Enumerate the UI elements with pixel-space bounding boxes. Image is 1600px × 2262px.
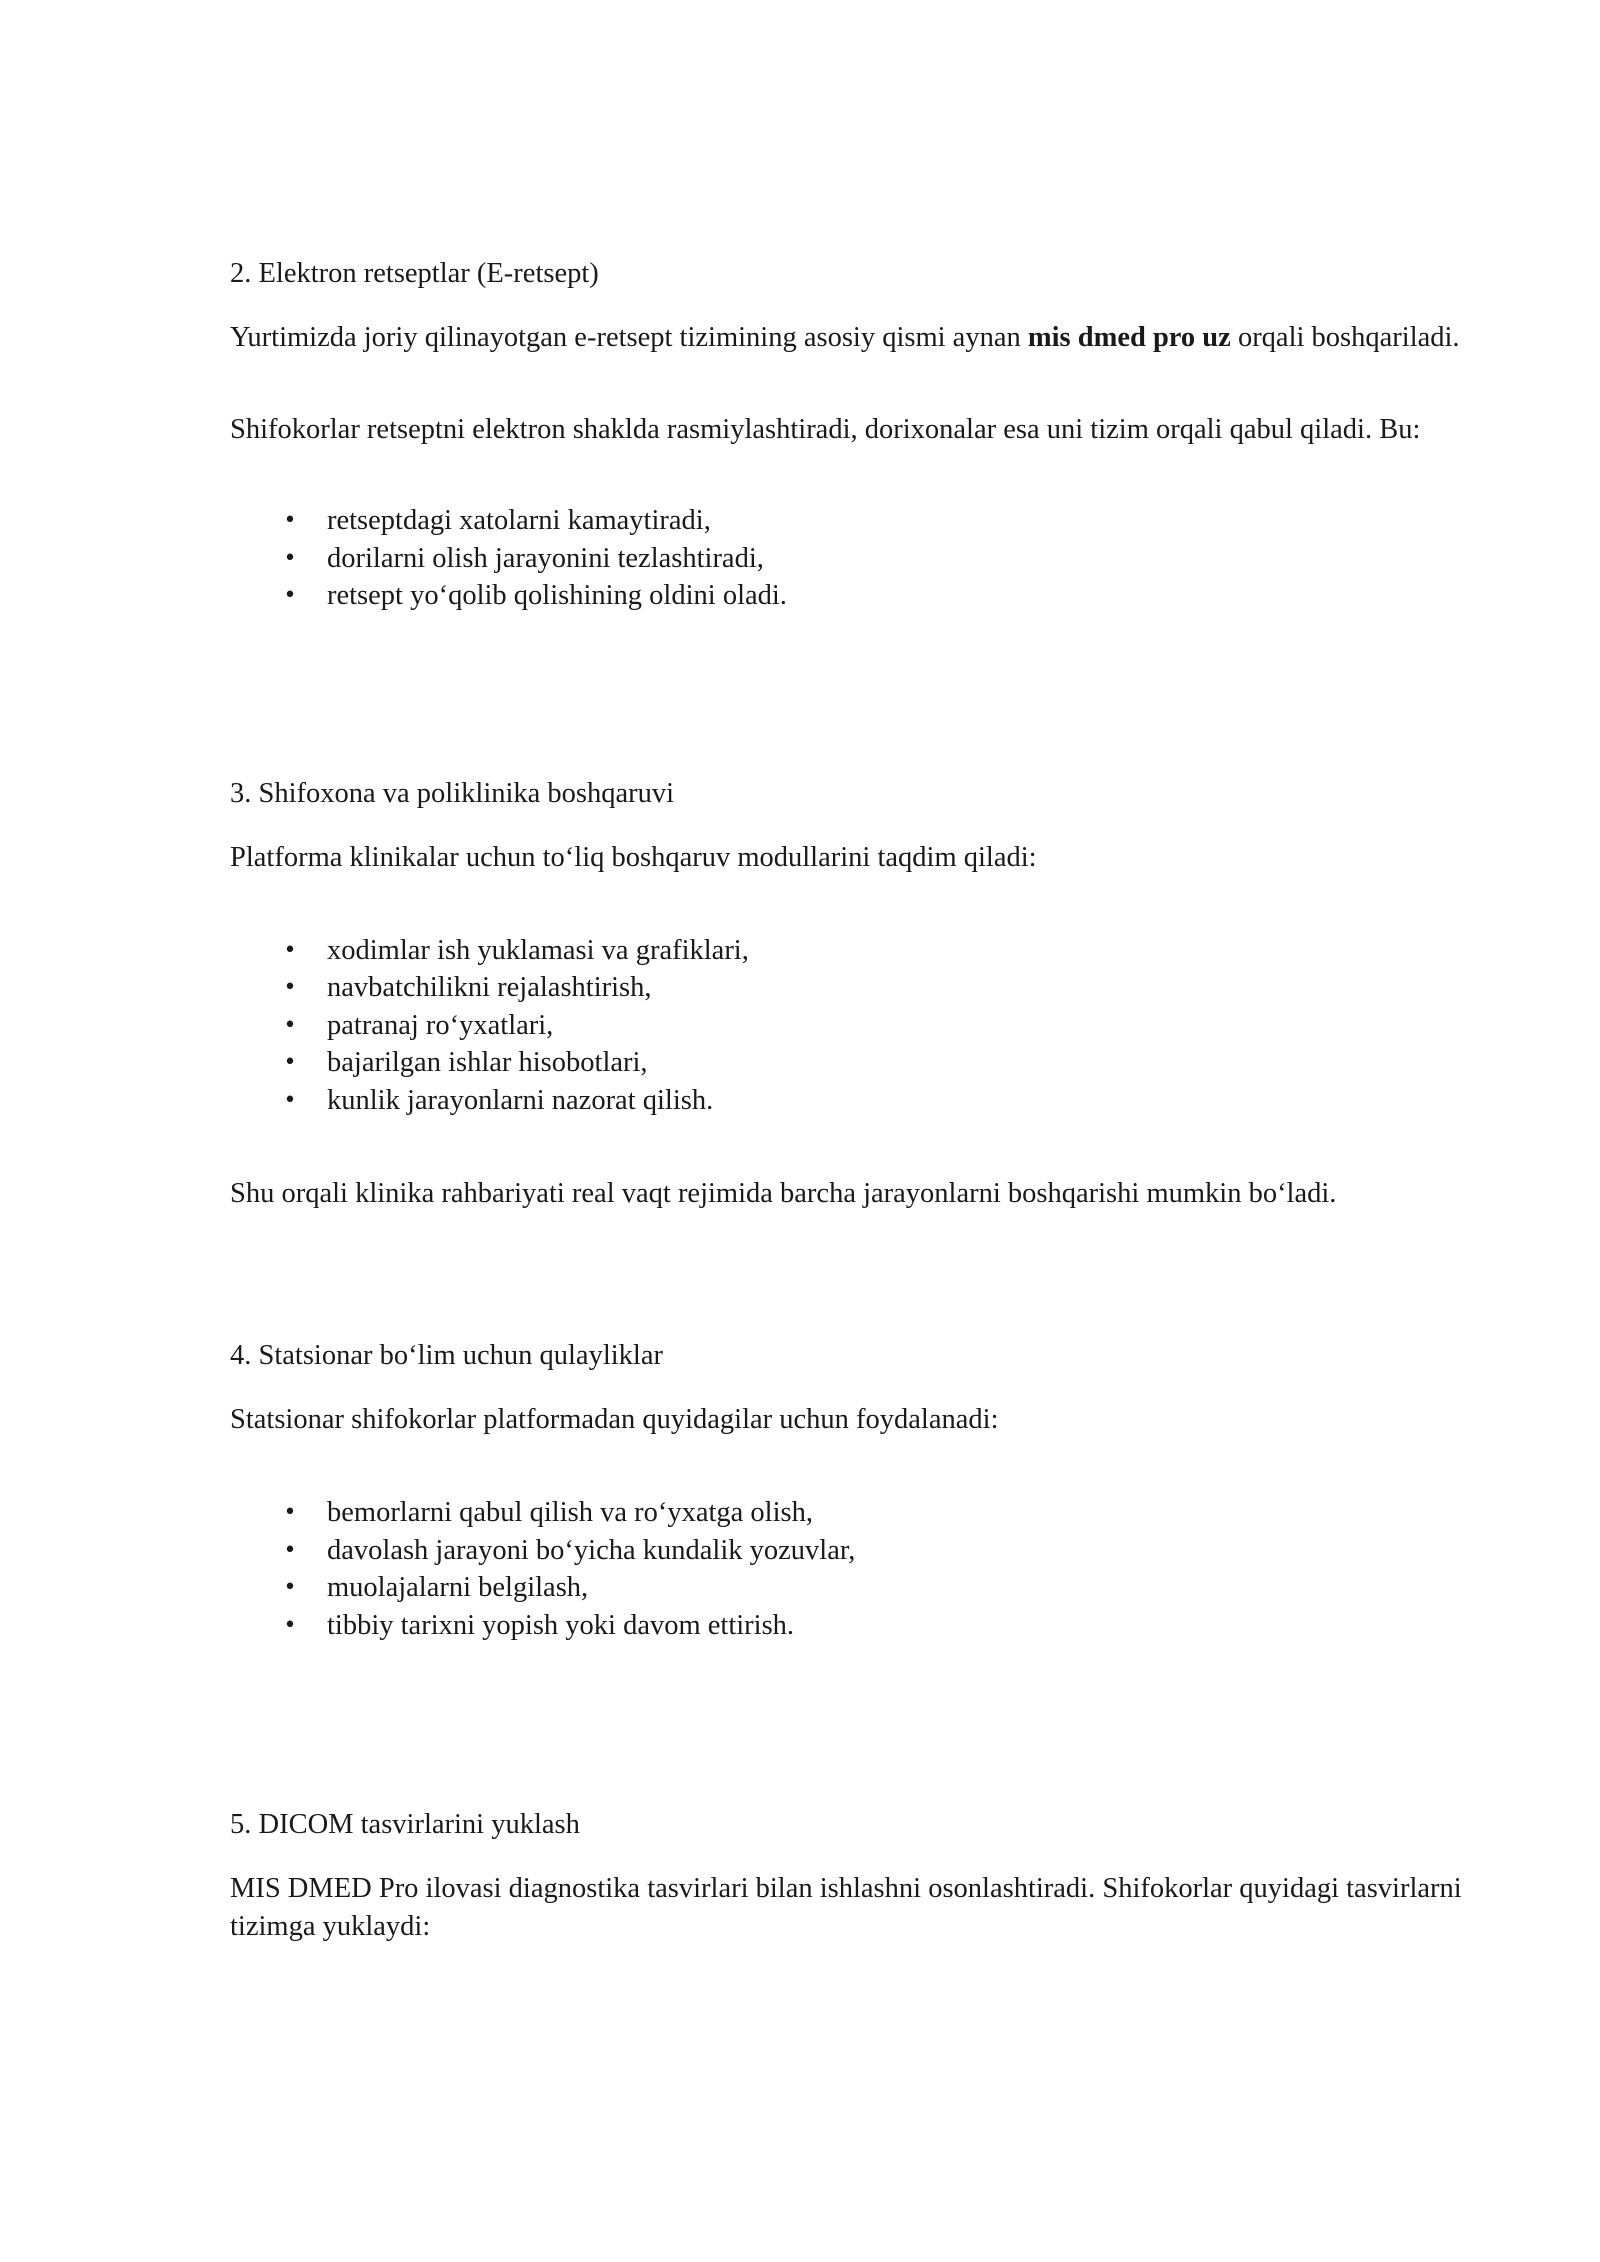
list-item-text: dorilarni olish jarayonini tezlashtiradi, (327, 542, 764, 574)
list-item-text: retseptdagi xatolarni kamaytiradi, (327, 505, 711, 536)
paragraph (230, 319, 1500, 357)
list-item-text: retsept yo‘qolib qolishining oldini oladi. (327, 580, 787, 611)
section-heading: 4. Statsionar bo‘lim uchun qulayliklar (230, 1340, 663, 1371)
section-dicom (230, 1806, 1500, 1946)
paragraph-text: Yurtimizda joriy qilinayotgan e-retsept tizimining asosiy qismi aynan (230, 322, 1028, 353)
bullet-icon: • (283, 1087, 297, 1113)
list-item-text: davolash jarayoni bo‘yicha kundalik yozuvlar, (327, 1534, 856, 1566)
list-item-text: bemorlarni qabul qilish va ro‘yxatga olish, (327, 1497, 813, 1528)
list-item (230, 932, 1500, 970)
list-item (230, 1569, 1500, 1607)
list-item (230, 577, 1500, 615)
section-heading: 5. DICOM tasvirlarini yuklash (230, 1809, 580, 1840)
paragraph-text: orqali boshqariladi. (1230, 322, 1460, 353)
list-item (230, 1044, 1500, 1082)
list-item (230, 1532, 1500, 1570)
bullet-icon: • (283, 1050, 297, 1075)
list-item (230, 1494, 1500, 1532)
bullet-list (230, 502, 1500, 615)
paragraph: Shifokorlar retseptni elektron shaklda rasmiylashtiradi, dorixonalar esa uni tizim orqali qabul qiladi. Bu: (230, 414, 1421, 445)
list-item-text: tibbiy tarixni yopish yoki davom ettirish. (327, 1609, 795, 1641)
bullet-icon: • (283, 937, 297, 963)
bullet-icon: • (283, 1500, 297, 1525)
bullet-icon: • (283, 1575, 297, 1600)
bullet-list (230, 1494, 1500, 1644)
section-e-retsept (230, 255, 1500, 615)
paragraph: Statsionar shifokorlar platformadan quyidagilar uchun foydalanadi: (230, 1404, 999, 1435)
list-item-text: patranaj ro‘yxatlari, (327, 1009, 554, 1041)
list-item-text: xodimlar ish yuklamasi va grafiklari, (327, 934, 749, 966)
paragraph: Platforma klinikalar uchun to‘liq boshqaruv modullarini taqdim qiladi: (230, 841, 1037, 873)
section-heading: 3. Shifoxona va poliklinika boshqaruvi (230, 777, 675, 809)
list-item (230, 1082, 1500, 1120)
list-item-text: muolajalarni belgilash, (327, 1572, 589, 1603)
list-item (230, 969, 1500, 1007)
paragraph-bold-text: mis dmed pro uz (1027, 322, 1231, 353)
list-item (230, 1607, 1500, 1645)
bullet-icon: • (283, 1612, 297, 1638)
bullet-icon: • (283, 583, 297, 608)
list-item-text: bajarilgan ishlar hisobotlari, (327, 1047, 648, 1078)
bullet-icon: • (283, 1537, 297, 1563)
document-page (230, 255, 1500, 1946)
section-hospital-management (230, 775, 1500, 1214)
section-inpatient (230, 1337, 1500, 1644)
paragraph: MIS DMED Pro ilovasi diagnostika tasvirlari bilan ishlashni osonlashtiradi. Shifokorlar quyidagi tasvirlarni tizimga yuklaydi: (230, 1873, 1462, 1942)
list-item-text: navbatchilikni rejalashtirish, (327, 972, 652, 1003)
bullet-icon: • (283, 975, 297, 1000)
paragraph: Shu orqali klinika rahbariyati real vaqt rejimida barcha jarayonlarni boshqarishi mumkin bo‘ladi. (230, 1178, 1337, 1209)
list-item (230, 1007, 1500, 1045)
list-item (230, 540, 1500, 578)
list-item (230, 502, 1500, 540)
section-heading: 2. Elektron retseptlar (E-retsept) (230, 258, 599, 289)
list-item-text: kunlik jarayonlarni nazorat qilish. (327, 1084, 714, 1116)
bullet-icon: • (283, 545, 297, 571)
bullet-icon: • (283, 508, 297, 533)
bullet-icon: • (283, 1012, 297, 1038)
bullet-list (230, 932, 1500, 1120)
